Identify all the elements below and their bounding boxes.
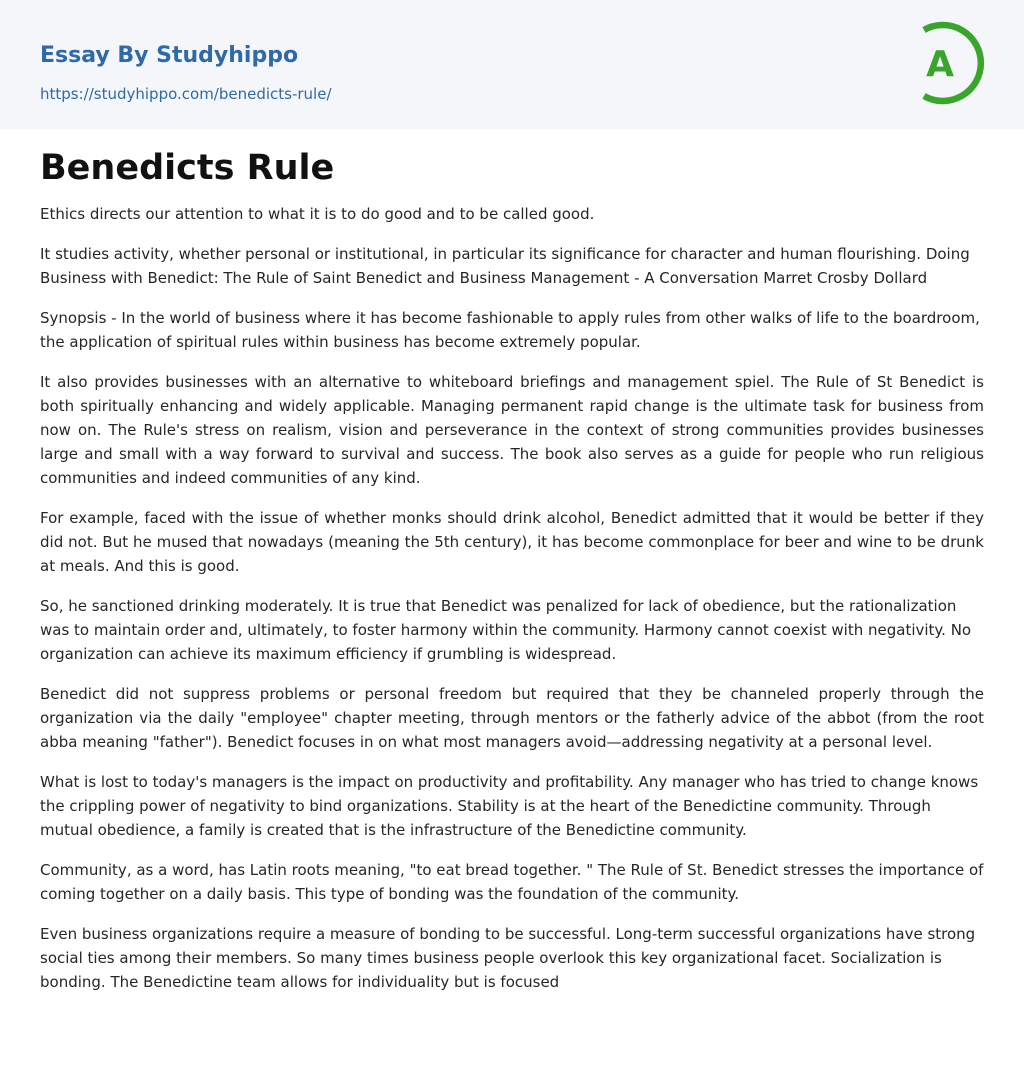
paragraph-9: Community, as a word, has Latin roots meaning, "to eat bread together. " The Rule of St. Benedict stresses the importance of coming together on a daily basis. This type of bonding was the foundation of the community. (40, 861, 984, 903)
studyhippo-logo-icon[interactable] (910, 18, 988, 108)
paragraph-7: Benedict did not suppress problems or personal freedom but required that they be channeled properly through the organization via the daily "employee" chapter meeting, through mentors or the fatherly advice of the abbot (from the root abba meaning "father"). Benedict focuses in on what most managers avoid—addressing negativity at a personal level. (40, 685, 984, 751)
logo-letter: A (926, 44, 954, 85)
paragraph-1: Ethics directs our attention to what it is to do good and to be called good. (40, 205, 595, 223)
paragraph-5: For example, faced with the issue of whether monks should drink alcohol, Benedict admitted that it would be better if they did not. But he mused that nowadays (meaning the 5th century), it has become commonplace for beer and wine to be drunk at meals. And this is good. (40, 509, 984, 575)
paragraph-2: It studies activity, whether personal or institutional, in particular its significance for character and human flourishing. Doing Business with Benedict: The Rule of Saint Benedict and Business Management - A Conversation Marret Crosby Dollard (40, 245, 970, 287)
site-brand[interactable]: Essay By Studyhippo (40, 43, 299, 68)
essay-url-link[interactable]: https://studyhippo.com/benedicts-rule/ (40, 85, 332, 103)
paragraph-3: Synopsis - In the world of business where it has become fashionable to apply rules from other walks of life to the boardroom, the application of spiritual rules within business has become extremely popular. (40, 309, 980, 351)
article (0, 129, 1024, 994)
paragraph-10: Even business organizations require a measure of bonding to be successful. Long-term successful organizations have strong social ties among their members. So many times business people overlook this key organizational facet. Socialization is bonding. The Benedictine team allows for individuality but is focused (40, 925, 976, 991)
page-title: Benedicts Rule (40, 148, 335, 188)
page-header (0, 0, 1024, 129)
paragraph-4: It also provides businesses with an alternative to whiteboard briefings and management spiel. The Rule of St Benedict is both spiritually enhancing and widely applicable. Managing permanent rapid change is the ultimate task for business from now on. The Rule's stress on realism, vision and perseverance in the context of strong communities provides businesses large and small with a way forward to survival and success. The book also serves as a guide for people who run religious communities and indeed communities of any kind. (40, 373, 984, 487)
paragraph-8: What is lost to today's managers is the impact on productivity and profitability. Any manager who has tried to change knows the crippling power of negativity to bind organizations. Stability is at the heart of the Benedictine community. Through mutual obedience, a family is created that is the infrastructure of the Benedictine community. (40, 773, 979, 839)
paragraph-6: So, he sanctioned drinking moderately. It is true that Benedict was penalized for lack of obedience, but the rationalization was to maintain order and, ultimately, to foster harmony within the community. Harmony cannot coexist with negativity. No organization can achieve its maximum efficiency if grumbling is widespread. (40, 597, 972, 663)
